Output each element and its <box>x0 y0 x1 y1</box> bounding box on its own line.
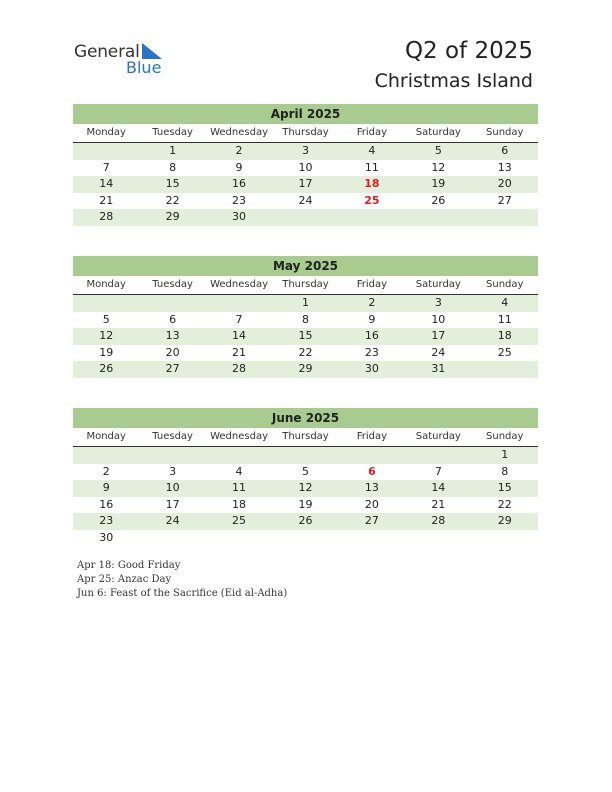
day-cell: 3 <box>434 296 442 309</box>
day-cell: 17 <box>431 329 446 342</box>
day-cell: 8 <box>169 160 177 174</box>
day-cell: 14 <box>232 329 247 342</box>
week-row <box>73 447 538 464</box>
day-cell: 12 <box>99 329 114 342</box>
day-cell: 5 <box>434 144 442 157</box>
weekday-label: Monday <box>86 431 126 442</box>
day-cell <box>405 447 471 464</box>
weekday-label: Saturday <box>415 279 461 290</box>
day-cell: 22 <box>497 497 512 511</box>
day-cell: 1 <box>301 296 309 309</box>
day-cell: 28 <box>232 362 247 375</box>
day-cell: 14 <box>99 177 114 190</box>
day-cell: 25 <box>232 514 247 527</box>
day-cell: 3 <box>301 144 309 157</box>
day-cell: 23 <box>99 514 114 527</box>
weekday-label: Sunday <box>486 279 524 290</box>
weekday-label: Monday <box>86 279 126 290</box>
day-cell: 19 <box>298 497 313 511</box>
logo-blue-text: Blue <box>126 58 162 77</box>
day-cell: 20 <box>165 345 180 359</box>
week-row <box>73 143 538 160</box>
day-cell: 11 <box>232 481 247 494</box>
day-cell: 1 <box>501 448 509 461</box>
week-row <box>73 295 538 312</box>
week-row <box>73 328 538 345</box>
day-cell: 26 <box>431 193 446 207</box>
day-cell: 29 <box>165 210 180 223</box>
day-cell: 13 <box>165 329 180 342</box>
day-cell: 3 <box>169 464 177 478</box>
page-title: Q2 of 2025 <box>404 38 533 64</box>
day-cell: 18 <box>497 329 512 342</box>
week-row <box>73 160 538 177</box>
day-cell: 10 <box>431 312 446 326</box>
day-cell: 30 <box>99 530 114 544</box>
day-cell <box>472 209 538 226</box>
day-cell: 9 <box>102 481 110 494</box>
day-cell: 28 <box>431 514 446 527</box>
day-cell <box>139 447 205 464</box>
day-cell: 24 <box>431 345 446 359</box>
holiday-note: Jun 6: Feast of the Sacrifice (Eid al-Adha) <box>77 588 288 599</box>
day-cell: 31 <box>431 362 446 375</box>
day-cell: 11 <box>497 312 512 326</box>
day-cell: 6 <box>169 312 177 326</box>
day-cell: 9 <box>368 312 376 326</box>
week-row <box>73 530 538 547</box>
weekday-label: Tuesday <box>152 431 193 442</box>
holiday-note: Apr 25: Anzac Day <box>77 574 172 585</box>
week-row <box>73 312 538 329</box>
weekday-row <box>73 276 538 295</box>
day-cell <box>206 295 272 312</box>
day-cell: 16 <box>364 329 379 342</box>
day-cell: 15 <box>497 481 512 494</box>
day-cell: 13 <box>364 481 379 494</box>
day-cell: 29 <box>497 514 512 527</box>
day-cell: 19 <box>99 345 114 359</box>
day-cell: 18 <box>232 497 247 511</box>
day-cell: 6 <box>368 464 376 478</box>
day-cell: 17 <box>165 497 180 511</box>
day-cell: 23 <box>364 345 379 359</box>
week-row <box>73 464 538 481</box>
day-cell <box>405 530 471 547</box>
weekday-label: Thursday <box>282 127 329 138</box>
month-april <box>73 104 538 226</box>
day-cell: 16 <box>232 177 247 190</box>
day-cell: 11 <box>364 160 379 174</box>
day-cell: 18 <box>364 177 380 190</box>
day-cell: 10 <box>165 481 180 494</box>
day-cell: 16 <box>99 497 114 511</box>
day-cell: 12 <box>298 481 313 494</box>
week-row <box>73 345 538 362</box>
weekday-label: Sunday <box>486 431 524 442</box>
weekday-label: Saturday <box>415 431 461 442</box>
day-cell <box>73 447 139 464</box>
day-cell <box>206 447 272 464</box>
weekday-row <box>73 428 538 447</box>
day-cell: 27 <box>497 193 512 207</box>
day-cell <box>339 447 405 464</box>
weekday-label: Tuesday <box>152 127 193 138</box>
month-june <box>73 408 538 546</box>
day-cell: 20 <box>497 177 512 190</box>
logo-triangle-icon <box>142 43 164 59</box>
logo-general-text: General <box>74 42 140 62</box>
day-cell: 27 <box>364 514 379 527</box>
weekday-label: Monday <box>86 127 126 138</box>
day-cell: 2 <box>102 464 110 478</box>
day-cell: 26 <box>99 362 114 375</box>
month-header: May 2025 <box>73 256 538 276</box>
weekday-row <box>73 124 538 143</box>
day-cell: 24 <box>298 193 313 207</box>
weekday-label: Thursday <box>282 431 329 442</box>
day-cell <box>472 361 538 378</box>
day-cell: 4 <box>501 296 509 309</box>
month-may <box>73 256 538 378</box>
weekday-label: Friday <box>356 279 388 290</box>
day-cell: 30 <box>364 362 379 375</box>
day-cell: 7 <box>102 160 110 174</box>
week-row <box>73 497 538 514</box>
day-cell: 27 <box>165 362 180 375</box>
day-cell: 30 <box>232 210 247 223</box>
day-cell: 2 <box>368 296 376 309</box>
day-cell <box>206 530 272 547</box>
weekday-label: Sunday <box>486 127 524 138</box>
day-cell <box>472 530 538 547</box>
day-cell: 26 <box>298 514 313 527</box>
day-cell: 2 <box>235 144 243 157</box>
day-cell: 4 <box>235 464 243 478</box>
day-cell: 22 <box>298 345 313 359</box>
day-cell: 21 <box>232 345 247 359</box>
day-cell: 12 <box>431 160 446 174</box>
day-cell <box>73 295 139 312</box>
page-subtitle: Christmas Island <box>374 70 533 92</box>
weekday-label: Wednesday <box>210 431 268 442</box>
day-cell <box>339 530 405 547</box>
week-row <box>73 480 538 497</box>
day-cell <box>272 530 338 547</box>
day-cell: 7 <box>235 312 243 326</box>
day-cell: 1 <box>169 144 177 157</box>
day-cell: 15 <box>165 177 180 190</box>
day-cell: 21 <box>431 497 446 511</box>
holiday-note: Apr 18: Good Friday <box>77 560 181 571</box>
day-cell: 5 <box>301 464 309 478</box>
weekday-label: Saturday <box>415 127 461 138</box>
weekday-label: Wednesday <box>210 279 268 290</box>
day-cell: 20 <box>364 497 379 511</box>
holiday-notes <box>77 559 287 601</box>
day-cell <box>272 447 338 464</box>
generalblue-logo <box>74 42 174 78</box>
week-row <box>73 361 538 378</box>
day-cell: 5 <box>102 312 110 326</box>
day-cell: 25 <box>497 345 512 359</box>
day-cell <box>272 209 338 226</box>
week-row <box>73 209 538 226</box>
day-cell <box>139 295 205 312</box>
day-cell: 7 <box>434 464 442 478</box>
day-cell: 9 <box>235 160 243 174</box>
day-cell: 8 <box>501 464 509 478</box>
day-cell <box>73 143 139 160</box>
weekday-label: Friday <box>356 431 388 442</box>
day-cell <box>405 209 471 226</box>
week-row <box>73 176 538 193</box>
day-cell: 8 <box>301 312 309 326</box>
day-cell: 6 <box>501 144 509 157</box>
day-cell: 23 <box>232 193 247 207</box>
day-cell: 15 <box>298 329 313 342</box>
day-cell: 14 <box>431 481 446 494</box>
weekday-label: Tuesday <box>152 279 193 290</box>
day-cell: 17 <box>298 177 313 190</box>
day-cell: 4 <box>368 144 376 157</box>
day-cell: 21 <box>99 193 114 207</box>
day-cell: 28 <box>99 210 114 223</box>
day-cell: 10 <box>298 160 313 174</box>
day-cell <box>139 530 205 547</box>
day-cell: 25 <box>364 193 380 207</box>
day-cell: 13 <box>497 160 512 174</box>
day-cell: 24 <box>165 514 180 527</box>
week-row <box>73 513 538 530</box>
week-row <box>73 193 538 210</box>
day-cell: 19 <box>431 177 446 190</box>
weekday-label: Friday <box>356 127 388 138</box>
day-cell: 29 <box>298 362 313 375</box>
day-cell <box>339 209 405 226</box>
month-header: April 2025 <box>73 104 538 124</box>
weekday-label: Wednesday <box>210 127 268 138</box>
weekday-label: Thursday <box>282 279 329 290</box>
day-cell: 22 <box>165 193 180 207</box>
month-header: June 2025 <box>73 408 538 428</box>
